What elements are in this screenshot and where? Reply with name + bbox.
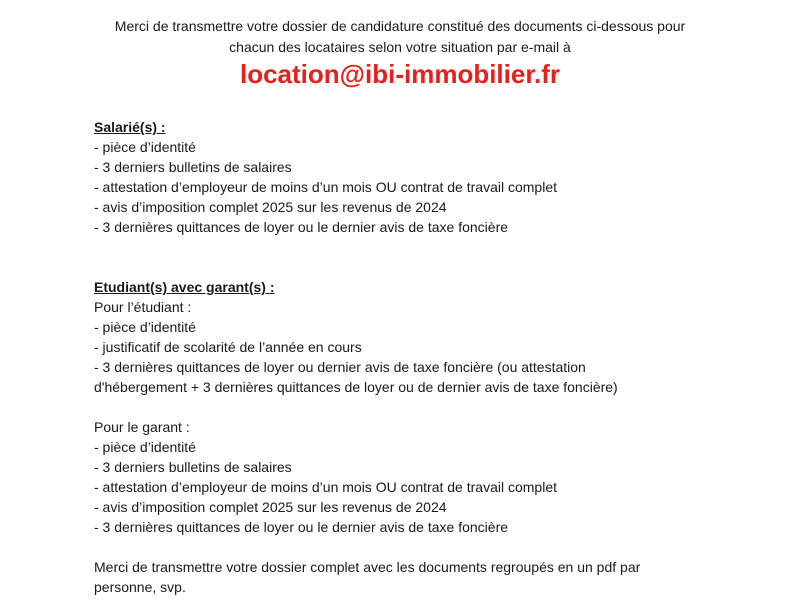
- list-item: - 3 dernières quittances de loyer ou dernier avis de taxe foncière (ou attestation: [94, 359, 586, 375]
- closing-line-2: personne, svp.: [94, 579, 186, 595]
- guarantor-list: [94, 437, 754, 537]
- list-item: - pièce d’identité: [94, 139, 196, 155]
- list-item: - 3 dernières quittances de loyer ou le dernier avis de taxe foncière: [94, 219, 509, 235]
- list-item: - 3 derniers bulletins de salaires: [94, 159, 292, 175]
- list-item: - 3 derniers bulletins de salaires: [94, 459, 292, 475]
- salaries-list: [94, 137, 754, 237]
- list-item: d'hébergement + 3 dernières quittances de loyer ou de dernier avis de taxe foncière): [94, 379, 618, 395]
- student-label: Pour l’étudiant :: [94, 299, 192, 315]
- section-heading-students: Etudiant(s) avec garant(s) :: [94, 279, 275, 295]
- closing-line-1: Merci de transmettre votre dossier complet avec les documents regroupés en un pdf par: [94, 559, 641, 575]
- list-item: - attestation d’employeur de moins d’un mois OU contrat de travail complet: [94, 179, 557, 195]
- list-item: - justificatif de scolarité de l’année en cours: [94, 339, 362, 355]
- list-item: - attestation d’employeur de moins d’un mois OU contrat de travail complet: [94, 479, 557, 495]
- student-list: [94, 317, 754, 397]
- list-item: - avis d’imposition complet 2025 sur les revenus de 2024: [94, 499, 447, 515]
- list-item: - pièce d’identité: [94, 439, 196, 455]
- intro-text: [60, 16, 740, 58]
- list-item: - pièce d’identité: [94, 319, 196, 335]
- spacer: [94, 237, 754, 277]
- contact-email: location@ibi-immobilier.fr: [239, 59, 561, 89]
- spacer: [94, 397, 754, 417]
- list-item: - 3 dernières quittances de loyer ou le dernier avis de taxe foncière: [94, 519, 509, 535]
- list-item: - avis d’imposition complet 2025 sur les revenus de 2024: [94, 199, 447, 215]
- guarantor-label: Pour le garant :: [94, 419, 190, 435]
- requirements-body: [94, 117, 754, 597]
- intro-line-1: Merci de transmettre votre dossier de candidature constitué des documents ci-dessous pour: [114, 18, 686, 34]
- spacer: [94, 537, 754, 557]
- intro-line-2: chacun des locataires selon votre situation par e-mail à: [229, 39, 571, 55]
- section-heading-salaries: Salarié(s) :: [94, 119, 166, 135]
